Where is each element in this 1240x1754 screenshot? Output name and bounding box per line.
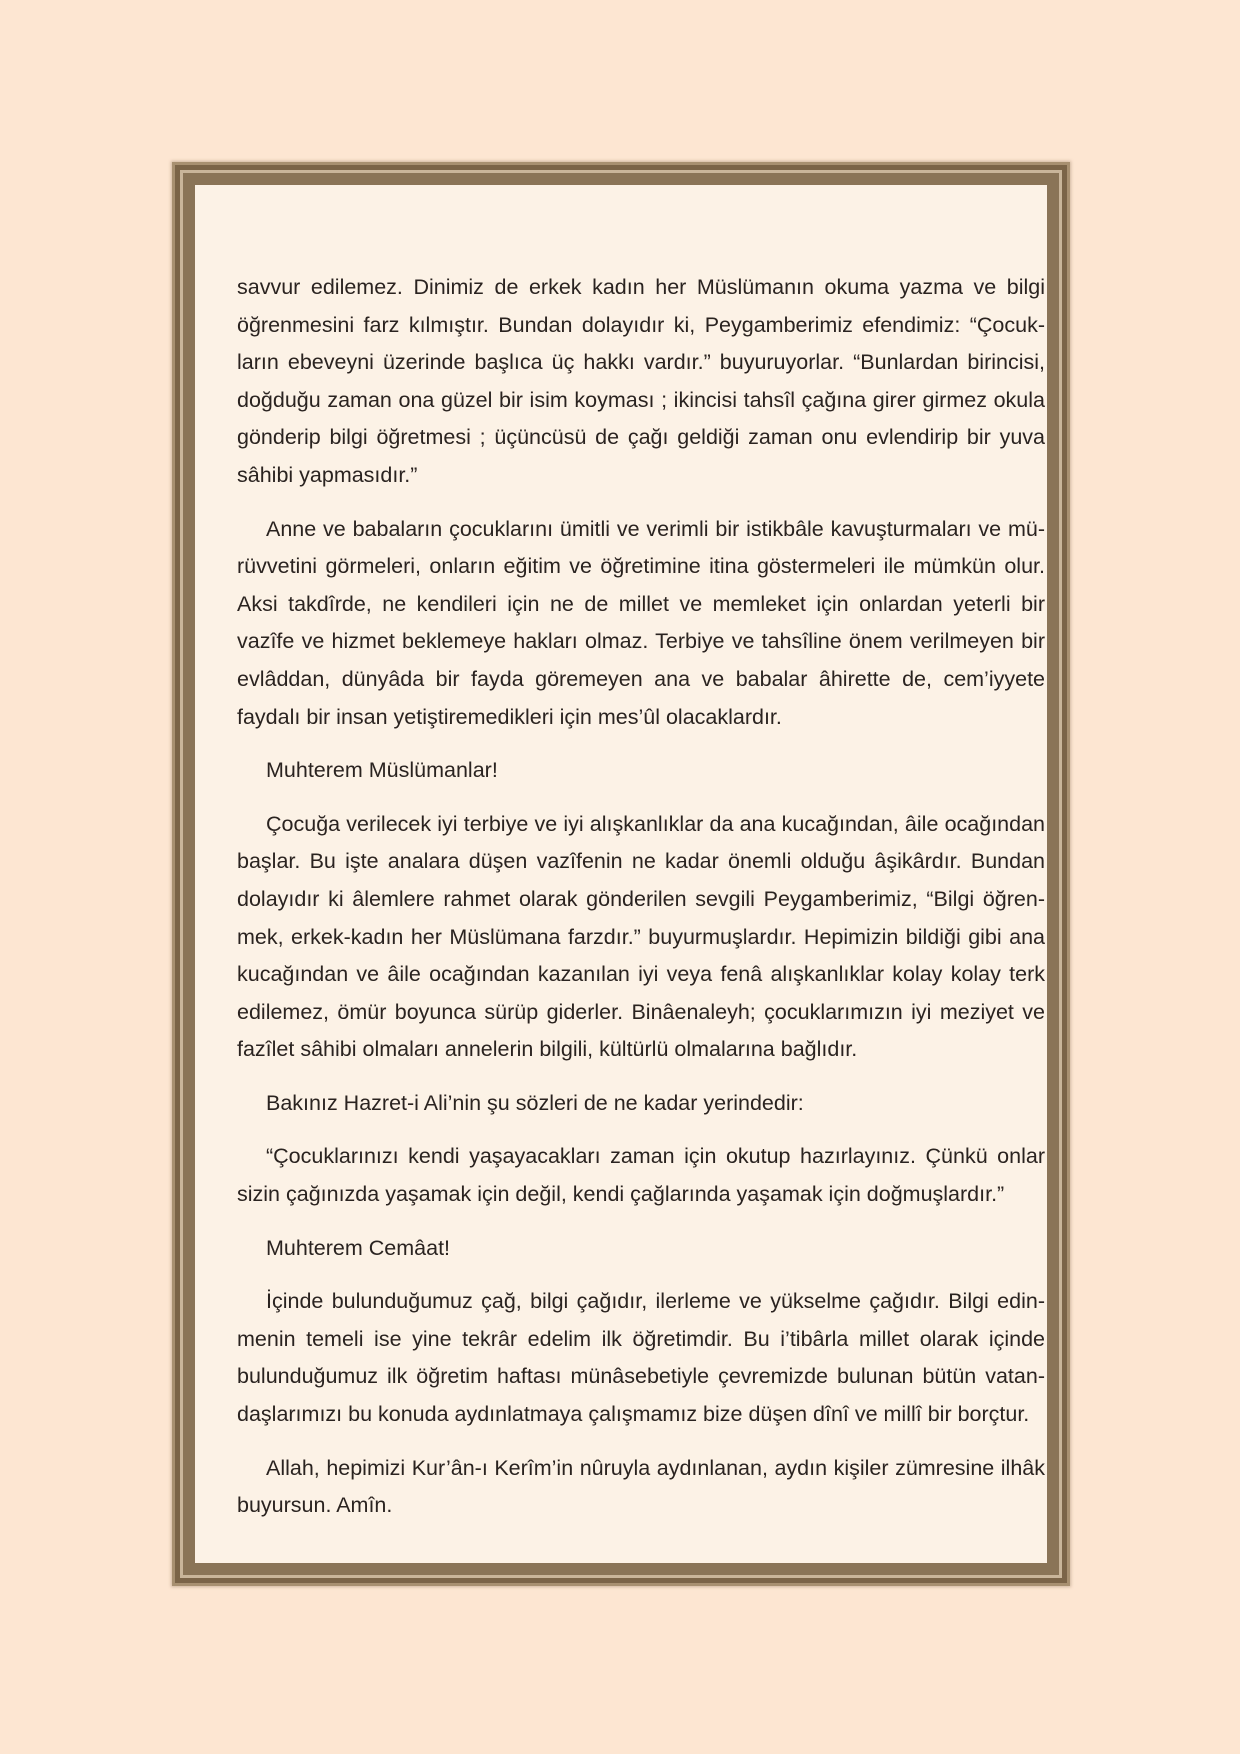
sermon-text [237,269,1045,1541]
page-frame [172,162,1070,1586]
paragraph-3: Çocuğa verilecek iyi terbiye ve iyi alışkanlıklar da ana kucağından, âile ocağından başlar. Bu işte analara düşen vazîfenin ne kadar önemli olduğu âşikârdır. Bundan dolayıdır ki âlemlere rahmet olarak gönderilen sevgili Peygamberimiz, “Bilgi öğrenmek, erkek-kadın her Müslümana farzdır.” buyurmuşlardır. Hepimizin bildiği gibi ana kucağından ve âile ocağından kazanılan iyi veya fenâ alışkanlıklar kolay kolay terk edilemez, ömür boyunca sürüp giderler. Binâenaleyh; çocuklarımızın iyi meziyet ve fazîlet sâhibi olmaları annelerin bilgili, kültürlü olmalarına bağlıdır. [237,811,1045,1062]
quote-paragraph: “Çocuklarınızı kendi yaşayacakları zaman için okutup hazırlayınız. Çünkü onlar sizin çağınızda yaşamak için değil, kendi çağlarında yaşamak için doğmuşlardır.” [237,1144,1045,1207]
paragraph-1: savvur edilemez. Dinimiz de erkek kadın her Müslümanın okuma yazma ve bilgi öğrenmesini farz kılmıştır. Bundan dolayıdır ki, Peygamberimiz efendimiz: “Çocukların ebeveyni üzerinde başlıca üç hakkı vardır.” buyuruyorlar. “Bunlardan birincisi, doğduğu zaman ona güzel bir isim koyması ; ikincisi tahsîl çağına girer girmez okula gönderip bilgi öğretmesi ; üçüncüsü de çağı geldiği zaman onu evlendirip bir yuva sâhibi yapmasıdır.” [237,275,1045,487]
paragraph-4: Bakınız Hazret-i Ali’nin şu sözleri de ne kadar yerindedir: [266,1090,804,1115]
text-panel [195,185,1047,1563]
paragraph-5: İçinde bulunduğumuz çağ, bilgi çağıdır, ilerleme ve yükselme çağıdır. Bilgi edinmenin temeli ise yine tekrâr edelim ilk öğretimdir. Bu i’tibârla millet olarak içinde bulunduğumuz ilk öğretim haftası münâsebetiyle çevremizde bulunan bütün vatandaşlarımızı bu konuda aydınlatmaya çalışmamız bize düşen dînî ve millî bir borçtur. [237,1289,1045,1427]
address-congregation: Muhterem Cemâat! [266,1235,451,1260]
frame-inner-line [183,173,1059,1575]
closing-prayer: Allah, hepimizi Kur’ân-ı Kerîm’in nûruyla aydınlanan, aydın kişiler zümresine ilhâk buyursun. Amîn. [237,1455,1045,1518]
frame-bevel [180,170,1062,1578]
paragraph-2: Anne ve babaların çocuklarını ümitli ve verimli bir istikbâle kavuşturmaları ve mürüvvetini görmeleri, onların eğitim ve öğretimine itina göstermeleri ile mümkün olur. Aksi takdîrde, ne kendileri için ne de millet ve memleket için onlardan yeterli bir vazîfe ve hizmet beklemeye hakları olmaz. Terbiye ve tahsîline önem verilmeyen bir evlâddan, dünyâda bir fayda göremeyen ana ve babalar âhirette de, cem’iyyete faydalı bir insan yetiştiremedikleri için mes’ûl olacaklardır. [237,516,1045,729]
address-muslims: Muhterem Müslümanlar! [266,758,498,783]
